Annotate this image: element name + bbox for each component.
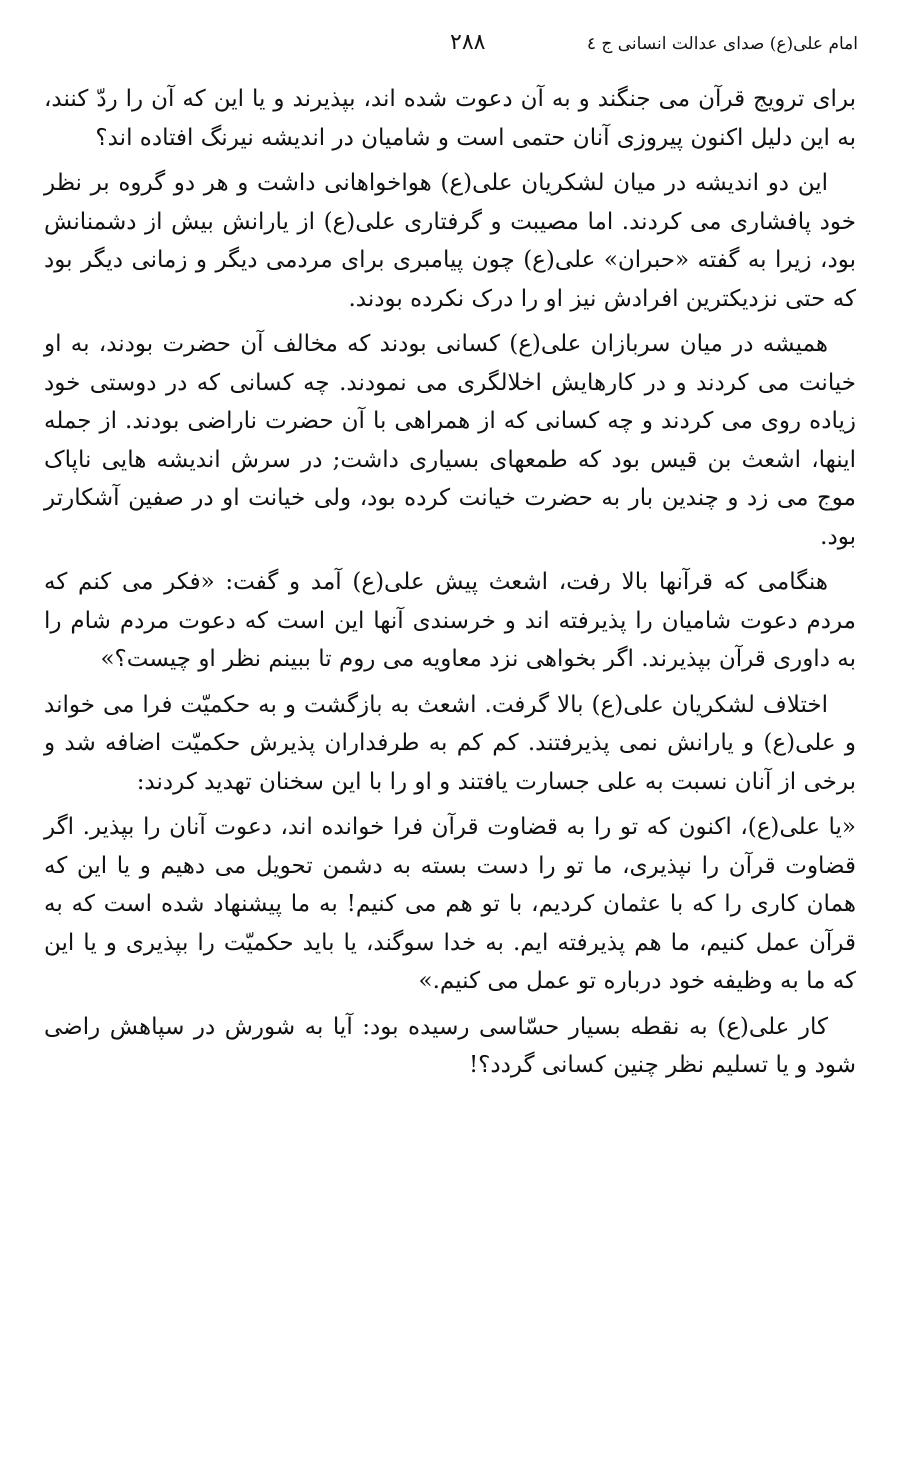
paragraph: برای ترویج قرآن می جنگند و به آن دعوت شده اند، بپذیرند و یا این که آن را ردّ کنند، به این دلیل اکنون پیروزی آنان حتمی است و شامیان در اندیشه نیرنگ افتاده اند؟ — [44, 86, 856, 151]
body-text — [44, 80, 856, 1092]
paragraph: هنگامی که قرآنها بالا رفت، اشعث پیش علی(ع) آمد و گفت: «فکر می کنم که مردم دعوت شامیان را پذیرفته اند و خرسندی آنها این است که دعوت مردم شام را به داوری قرآن بپذیرند. اگر بخواهی نزد معاویه می روم تا ببینم نظر او چیست؟» — [44, 569, 856, 672]
paragraph: همیشه در میان سربازان علی(ع) کسانی بودند که مخالف آن حضرت بودند، به او خیانت می کردند و در کارهایش اخلالگری می نمودند. چه کسانی که در دوستی خود زیاده روی می کردند و چه کسانی که از همراهی با آن حضرت ناراضی بودند. از جمله اینها، اشعث بن قیس بود که طمعهای بسیاری داشت; در سرش اندیشه هایی ناپاک موج می زد و چندین بار به حضرت خیانت کرده بود، ولی خیانت او در صفین آشکارتر بود. — [44, 331, 856, 550]
quote-paragraph: «یا علی(ع)، اکنون که تو را به قضاوت قرآن فرا خوانده اند، دعوت آنان را بپذیر. اگر قضاوت قرآن را نپذیری، ما تو را دست بسته به دشمن تحویل می دهیم و یا این که همان کاری را که با عثمان کردیم، با تو هم می کنیم! به ما پیشنهاد شده است که به قرآن عمل کنیم، ما هم پذیرفته ایم. به خدا سوگند، یا باید حکمیّت را بپذیری و یا این که ما به وظیفه خود درباره تو عمل می کنیم.» — [44, 814, 856, 994]
paragraph: اختلاف لشکریان علی(ع) بالا گرفت. اشعث به بازگشت و به حکمیّت فرا می خواند و علی(ع) و یارانش نمی پذیرفتند. کم کم به طرفداران پذیرش حکمیّت اضافه شد و برخی از آنان نسبت به علی جسارت یافتند و او را با این سخنان تهدید کردند: — [44, 691, 856, 795]
paragraph: کار علی(ع) به نقطه بسیار حسّاسی رسیده بود: آیا به شورش در سپاهش راضی شود و یا تسلیم نظر چنین کسانی گردد؟! — [44, 1013, 856, 1078]
paragraph: این دو اندیشه در میان لشکریان علی(ع) هواخواهانی داشت و هر دو گروه بر نظر خود پافشاری می کردند. اما مصیبت و گرفتاری علی(ع) از یارانش بیش از دشمنانش بود، زیرا به گفته «حبران» علی(ع) چون پیامبری برای مردمی دیگر و زمانی دیگر بود که حتی نزدیکترین افرادش نیز او را درک نکرده بودند. — [44, 170, 856, 312]
book-title: امام علی(ع) صدای عدالت انسانی ج ٤ — [586, 34, 858, 54]
page-header — [40, 28, 858, 68]
page-number: ۲۸۸ — [450, 30, 486, 55]
